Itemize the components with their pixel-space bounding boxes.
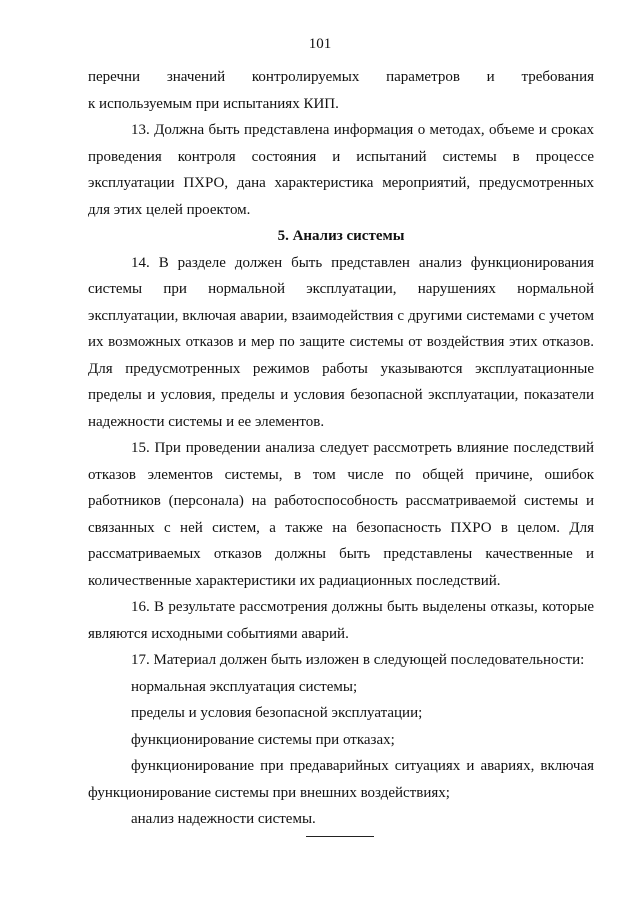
end-of-section-rule — [306, 836, 374, 837]
section-heading: 5. Анализ системы — [277, 228, 405, 244]
list-item: функционирование системы при отказах; — [131, 731, 395, 748]
paragraph-13: 13. Должна быть представлена информация о методах, объеме и сроках проведения контроля состояния и испытаний системы в процессе эксплуатации ПХРО, дана характеристика мероприятий, предусмотренных для этих целей проектом. — [88, 122, 594, 218]
list-item: анализ надежности системы. — [131, 811, 316, 827]
continuation-line-2: к используемым при испытаниях КИП. — [88, 95, 339, 112]
continuation-line-1: перечни значений контролируемых параметров и требования — [88, 69, 594, 85]
paragraph-15: 15. При проведении анализа следует рассмотреть влияние последствий отказов элементов системы, в том числе по общей причине, ошибок работников (персонала) на работоспособность рассматриваемой системы и связанных с ней систем, а также на безопасность ПХРО в целом. Для рассматриваемых отказов должны быть представлены качественные и количественные характеристики их радиационных последствий. — [88, 440, 594, 589]
paragraph-16: 16. В результате рассмотрения должны быть выделены отказы, которые являются исходными событиями аварий. — [88, 599, 594, 642]
list-item: пределы и условия безопасной эксплуатации; — [131, 705, 423, 721]
paragraph-14: 14. В разделе должен быть представлен анализ функционирования системы при нормальной эксплуатации, нарушениях нормальной эксплуатации, включая аварии, взаимодействия с другими системами с учетом их возможных отказов и мер по защите системы от воздействия этих отказов. Для предусмотренных режимов работы указываются эксплуатационные пределы и условия, пределы и условия безопасной эксплуатации, показатели надежности системы и ее элементов. — [88, 254, 594, 430]
paragraph-17: 17. Материал должен быть изложен в следующей последовательности: — [131, 652, 585, 668]
list-item: функционирование при предаварийных ситуациях и авариях, включая функционирование системы при внешних воздействиях; — [88, 758, 594, 801]
page-number: 101 — [308, 36, 332, 52]
list-item: нормальная эксплуатация системы; — [131, 678, 358, 695]
document-body — [88, 64, 594, 833]
